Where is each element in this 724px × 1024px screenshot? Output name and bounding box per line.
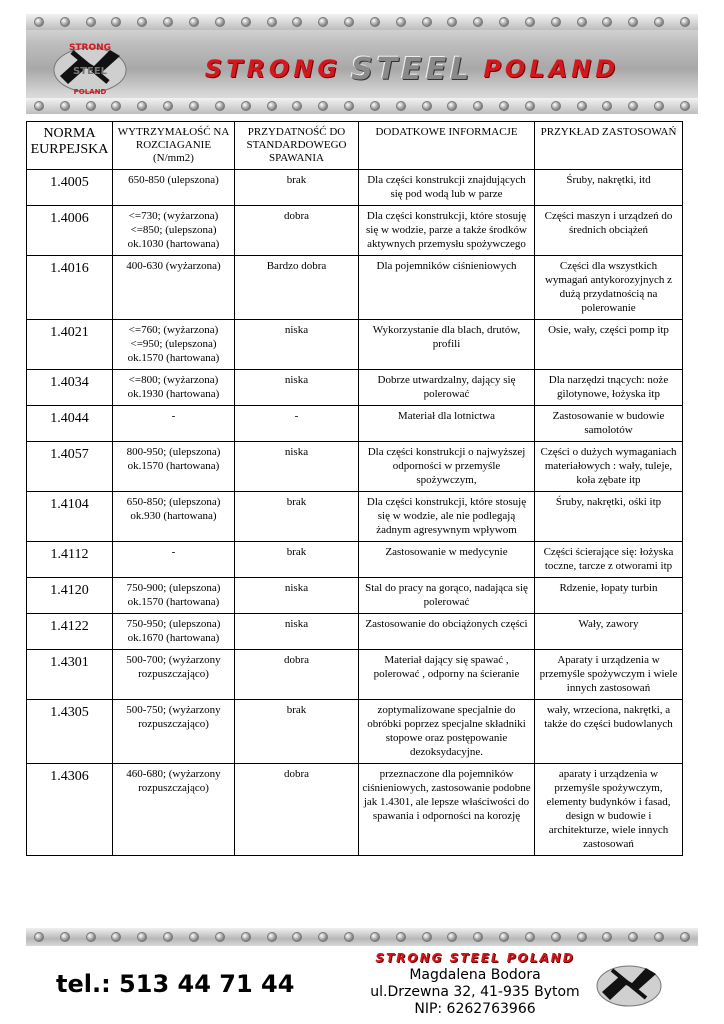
rivet-icon: [370, 101, 380, 111]
rivet-icon: [292, 17, 302, 27]
table-cell: brak: [235, 170, 359, 206]
rivet-icon: [292, 101, 302, 111]
table-cell: 1.4104: [27, 492, 113, 542]
rivet-icon: [86, 17, 96, 27]
contact-address: ul.Drzewna 32, 41-935 Bytom: [370, 984, 580, 1000]
table-cell: <=730; (wyżarzona) <=850; (ulepszona) ok.1030 (hartowana): [113, 206, 235, 256]
table-row: [27, 492, 683, 542]
table-cell: Części ścierające się: łożyska toczne, tarcze z otworami itp: [535, 542, 683, 578]
header-banner: [26, 14, 698, 114]
rivet-icon: [60, 101, 70, 111]
table-cell: Zastosowanie w medycynie: [359, 542, 535, 578]
rivet-icon: [137, 932, 147, 942]
rivet-icon: [396, 101, 406, 111]
rivet-icon: [525, 17, 535, 27]
rivet-icon: [680, 17, 690, 27]
table-row: [27, 206, 683, 256]
table-cell: Części o dużych wymaganiach materiałowych : wały, tuleje, koła zębate itp: [535, 442, 683, 492]
rivet-icon: [189, 17, 199, 27]
table-cell: brak: [235, 492, 359, 542]
table-cell: 1.4044: [27, 406, 113, 442]
column-header: WYTRZYMAŁOŚĆ NA ROZCIAGANIE (N/mm2): [113, 122, 235, 170]
table-cell: Wały, zawory: [535, 614, 683, 650]
table-cell: 500-700; (wyżarzony rozpuszczająco): [113, 650, 235, 700]
rivet-icon: [473, 932, 483, 942]
table-cell: -: [113, 542, 235, 578]
table-cell: Wykorzystanie dla blach, drutów, profili: [359, 320, 535, 370]
rivet-icon: [577, 932, 587, 942]
table-cell: Bardzo dobra: [235, 256, 359, 320]
rivet-icon: [111, 101, 121, 111]
table-row: [27, 542, 683, 578]
table-cell: 1.4122: [27, 614, 113, 650]
table-cell: brak: [235, 542, 359, 578]
table-row: [27, 170, 683, 206]
rivet-icon: [525, 932, 535, 942]
table-cell: Osie, wały, części pomp itp: [535, 320, 683, 370]
rivet-icon: [499, 17, 509, 27]
header-row: [27, 122, 683, 170]
table-cell: Części maszyn i urządzeń do średnich obciążeń: [535, 206, 683, 256]
rivet-icon: [215, 101, 225, 111]
rivet-icon: [318, 17, 328, 27]
table-cell: 460-680; (wyżarzony rozpuszczająco): [113, 764, 235, 856]
table-cell: Zastosowanie do obciążonych części: [359, 614, 535, 650]
column-header: PRZYDATNOŚĆ DO STANDARDOWEGO SPAWANIA: [235, 122, 359, 170]
table-cell: 1.4057: [27, 442, 113, 492]
table-cell: 750-950; (ulepszona) ok.1670 (hartowana): [113, 614, 235, 650]
table-cell: 1.4120: [27, 578, 113, 614]
rivet-icon: [215, 17, 225, 27]
table-cell: brak: [235, 700, 359, 764]
table-cell: 1.4021: [27, 320, 113, 370]
rivet-icon: [680, 932, 690, 942]
table-cell: Dobrze utwardzalny, dający się polerować: [359, 370, 535, 406]
table-cell: Dla części konstrukcji znajdujących się pod wodą lub w parze: [359, 170, 535, 206]
rivet-icon: [163, 101, 173, 111]
rivet-icon: [370, 932, 380, 942]
contact-block: [360, 950, 590, 1018]
rivet-icon: [473, 17, 483, 27]
rivet-icon: [447, 932, 457, 942]
rivet-icon: [680, 101, 690, 111]
table-cell: 1.4016: [27, 256, 113, 320]
table-row: [27, 442, 683, 492]
logo-text-mid: STEEL: [72, 66, 108, 77]
rivet-icon: [267, 101, 277, 111]
rivet-icon: [241, 932, 251, 942]
table-row: [27, 650, 683, 700]
table-row: [27, 370, 683, 406]
table-cell: niska: [235, 370, 359, 406]
table-row: [27, 320, 683, 370]
table-cell: dobra: [235, 206, 359, 256]
table-cell: przeznaczone dla pojemników ciśnieniowych, zastosowanie podobne jak 1.4301, ale lepsze właściwości do spawania i odporności na korozję: [359, 764, 535, 856]
table-cell: Dla części konstrukcji o najwyższej odporności w przemyśle spożywczym,: [359, 442, 535, 492]
table-cell: Dla narzędzi tnących: noże gilotynowe, łożyska itp: [535, 370, 683, 406]
rivet-icon: [499, 101, 509, 111]
table-row: [27, 700, 683, 764]
rivet-icon: [396, 932, 406, 942]
table-cell: Dla części konstrukcji, które stosuję się w wodzie, parze a także środków aktywnych przemysłu spożywczego: [359, 206, 535, 256]
contact-person: Magdalena Bodora: [409, 967, 541, 983]
table-cell: <=760; (wyżarzona) <=950; (ulepszona) ok.1570 (hartowana): [113, 320, 235, 370]
title-strong: STRONG: [204, 55, 342, 83]
rivet-icon: [473, 101, 483, 111]
contact-company: STRONG STEEL POLAND: [375, 951, 575, 965]
table-cell: niska: [235, 320, 359, 370]
rivet-icon: [163, 17, 173, 27]
rivet-icon: [163, 932, 173, 942]
rivet-icon: [86, 932, 96, 942]
rivet-icon: [60, 932, 70, 942]
rivet-icon: [628, 932, 638, 942]
rivet-icon: [318, 101, 328, 111]
rivet-icon: [577, 17, 587, 27]
rivet-icon: [422, 932, 432, 942]
rivet-icon: [189, 101, 199, 111]
logo-text-bottom: POLAND: [73, 88, 107, 96]
rivet-icon: [189, 932, 199, 942]
column-header: PRZYKŁAD ZASTOSOWAŃ: [535, 122, 683, 170]
table-cell: -: [113, 406, 235, 442]
rivet-icon: [396, 17, 406, 27]
rivet-icon: [111, 17, 121, 27]
rivet-icon: [654, 17, 664, 27]
rivet-icon: [602, 932, 612, 942]
table-row: [27, 256, 683, 320]
rivet-icon: [551, 932, 561, 942]
footer-logo: [594, 956, 664, 1012]
rivet-icon: [241, 101, 251, 111]
title-steel: STEEL: [351, 51, 474, 87]
steel-grades-table: [26, 121, 683, 856]
rivet-strip-top: [26, 14, 698, 30]
table-header: [27, 122, 683, 170]
table-cell: zoptymalizowane specjalnie do obróbki poprzez specjalne składniki stopowe oraz postępowanie dezoksydacyjne.: [359, 700, 535, 764]
contact-nip: NIP: 6262763966: [414, 1001, 536, 1017]
rivet-icon: [267, 932, 277, 942]
table-cell: wały, wrzeciona, nakrętki, a także do części budowlanych: [535, 700, 683, 764]
table-cell: Śruby, nakrętki, ośki itp: [535, 492, 683, 542]
rivet-icon: [318, 932, 328, 942]
rivet-icon: [111, 932, 121, 942]
table-cell: Dla części konstrukcji, które stosuję się w wodzie, ale nie podlegają żadnym agresywnym wpływom: [359, 492, 535, 542]
table-cell: 1.4005: [27, 170, 113, 206]
column-header: DODATKOWE INFORMACJE: [359, 122, 535, 170]
logo-text-top: STRONG: [68, 43, 112, 53]
table-cell: 1.4306: [27, 764, 113, 856]
table-body: [27, 170, 683, 856]
table-cell: Aparaty i urządzenia w przemyśle spożywczym i wiele innych zastosowań: [535, 650, 683, 700]
rivet-icon: [344, 17, 354, 27]
rivet-icon: [215, 932, 225, 942]
table-cell: 1.4034: [27, 370, 113, 406]
rivet-icon: [137, 101, 147, 111]
rivet-icon: [551, 17, 561, 27]
rivet-icon: [344, 932, 354, 942]
table-cell: 400-630 (wyżarzona): [113, 256, 235, 320]
table-cell: dobra: [235, 764, 359, 856]
table-cell: Części dla wszystkich wymagań antykorozyjnych z dużą przydatnością na polerowanie: [535, 256, 683, 320]
column-header: NORMA EURPEJSKA: [27, 122, 113, 170]
table-cell: 1.4301: [27, 650, 113, 700]
phone-number: tel.: 513 44 71 44: [56, 970, 295, 998]
footer-rivet-strip: [26, 928, 698, 946]
table-cell: Śruby, nakrętki, itd: [535, 170, 683, 206]
rivet-icon: [602, 101, 612, 111]
banner-title: [142, 52, 682, 86]
rivet-icon: [628, 17, 638, 27]
rivet-icon: [34, 17, 44, 27]
rivet-icon: [267, 17, 277, 27]
title-poland: POLAND: [483, 55, 620, 83]
rivet-icon: [422, 101, 432, 111]
table-cell: Rdzenie, łopaty turbin: [535, 578, 683, 614]
rivet-icon: [241, 17, 251, 27]
table-cell: 650-850; (ulepszona) ok.930 (hartowana): [113, 492, 235, 542]
rivet-icon: [447, 101, 457, 111]
rivet-icon: [602, 17, 612, 27]
table-cell: dobra: [235, 650, 359, 700]
rivet-icon: [370, 17, 380, 27]
table-row: [27, 578, 683, 614]
table-row: [27, 764, 683, 856]
table-cell: 650-850 (ulepszona): [113, 170, 235, 206]
table-row: [27, 406, 683, 442]
table-cell: Stal do pracy na gorąco, nadająca się polerować: [359, 578, 535, 614]
table-cell: niska: [235, 442, 359, 492]
table-cell: 1.4305: [27, 700, 113, 764]
table-cell: Materiał dający się spawać , polerować , odporny na ścieranie: [359, 650, 535, 700]
rivet-icon: [551, 101, 561, 111]
table-row: [27, 614, 683, 650]
table-cell: 1.4112: [27, 542, 113, 578]
rivet-icon: [137, 17, 147, 27]
rivet-icon: [60, 17, 70, 27]
rivet-icon: [86, 101, 96, 111]
table-cell: 500-750; (wyżarzony rozpuszczająco): [113, 700, 235, 764]
table-cell: aparaty i urządzenia w przemyśle spożywczym, elementy budynków i fasad, design w budowie i architekturze, wiele innych zastosowań: [535, 764, 683, 856]
strong-steel-logo: [50, 36, 130, 98]
table-cell: 800-950; (ulepszona) ok.1570 (hartowana): [113, 442, 235, 492]
table-cell: 750-900; (ulepszona) ok.1570 (hartowana): [113, 578, 235, 614]
rivet-icon: [577, 101, 587, 111]
rivet-icon: [654, 101, 664, 111]
table-cell: Zastosowanie w budowie samolotów: [535, 406, 683, 442]
table-cell: 1.4006: [27, 206, 113, 256]
table-cell: <=800; (wyżarzona) ok.1930 (hartowana): [113, 370, 235, 406]
rivet-strip-bottom: [26, 98, 698, 114]
rivet-icon: [34, 101, 44, 111]
rivet-icon: [654, 932, 664, 942]
rivet-icon: [292, 932, 302, 942]
table-cell: Dla pojemników ciśnieniowych: [359, 256, 535, 320]
rivet-icon: [422, 17, 432, 27]
rivet-icon: [344, 101, 354, 111]
rivet-icon: [34, 932, 44, 942]
rivet-icon: [447, 17, 457, 27]
rivet-icon: [499, 932, 509, 942]
rivet-icon: [525, 101, 535, 111]
table-cell: Materiał dla lotnictwa: [359, 406, 535, 442]
table-cell: -: [235, 406, 359, 442]
table-cell: niska: [235, 578, 359, 614]
rivet-icon: [628, 101, 638, 111]
table-cell: niska: [235, 614, 359, 650]
